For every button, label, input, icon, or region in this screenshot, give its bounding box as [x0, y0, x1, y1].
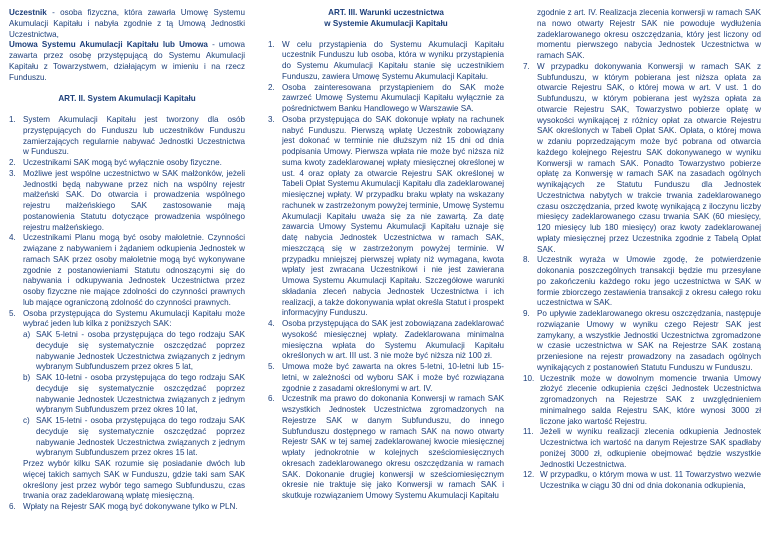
item-number: 2.	[9, 158, 16, 167]
article-ii-list	[9, 115, 245, 513]
list-item	[9, 158, 245, 169]
definition-text: - osoba fizyczna, która zawarła Umowę Systemu Akumulacji Kapitału i nabyła zgodnie z tą Umową Jednostki Uczestnictwa,	[9, 8, 245, 39]
item-number: 6.	[9, 502, 16, 511]
item-text: W przypadku dokonywania Konwersji w ramach SAK z Subfunduszu, w którym pobierana jest niższa opłata za otwarcie Rejestru SAK, o której mowa w art. V ust. 1 do Subfunduszu, w którym pobierana jest wyższa opłata za otwarcie Rejestru SAK, Towarzystwo pobierze opłatę w wysokości wynikającej z różnicy opłat za otwarcie Rejestru SAK określonych w Tabeli Opłat SAK. Opłata, o której mowa w zdaniu poprzedzającym może być pobrana od otwarcia każdego kolejnego Rejestru SAK dokonywanego w wyniku Konwersji w ramach SAK. Ponadto Towarzystwo pobierze opłatę za Konwersję w ramach SAK na zasadach ogólnych wynikających ze Statutu Funduszu dla Jednostek Uczestnictwa nabytych w trakcie trwania zadeklarowanego czasu oszczędzania, przed kwotę wynikającą z iloczynu liczby miesięcy zadeklarowanego czasu trwania SAK (60 miesięcy, 120 miesięcy lub 180 miesięcy) oraz kwoty zadeklarowanej wpłaty miesięcznej przez Uczestnika zgodnie z Tabelą Opłat SAK.	[537, 61, 761, 254]
item-text: Wpłaty na Rejestr SAK mogą być dokonywane tylko w PLN.	[23, 502, 238, 511]
item-text: W celu przystąpienia do Systemu Akumulacji Kapitału uczestnik Funduszu lub osoba, która w wyniku przystąpienia do Systemu Akumulacji Kapitału stanie się uczestnikiem Funduszu, zawiera Umowę Systemu Akumulacji Kapitału.	[282, 39, 504, 81]
item-text: Jeżeli w wyniku realizacji zlecenia odkupienia Jednostek Uczestnictwa ich wartość na danym Rejestrze SAK spadłaby poniżej 3000 zł, odkupienie obejmować będzie wszystkie Jednostki Uczestnictwa.	[540, 427, 761, 469]
list-item	[268, 362, 504, 394]
sub-item-letter: b)	[23, 373, 31, 382]
list-item	[523, 62, 761, 256]
item-number: 1.	[9, 115, 16, 124]
list-item	[9, 233, 245, 308]
article-ii-heading: ART. II. System Akumulacji Kapitału	[58, 94, 196, 104]
list-item	[268, 115, 504, 319]
definition-uczestnik	[9, 8, 245, 40]
item-text: Możliwe jest wspólne uczestnictwo w SAK małżonków, jeżeli Jednostki będą nabywane przez nich na wspólny rejestr małżeński SAK. Do otwarcia i prowadzenia wspólnego rejestru małżeńskiego SAK zastosowanie mają postanowienia Statutu dotyczące prowadzenia wspólnego rejestru małżeńskiego.	[23, 168, 245, 232]
item-text: W przypadku, o którym mowa w ust. 11 Towarzystwo wezwie Uczestnika w ciągu 30 dni od dnia dokonania odkupienia,	[540, 470, 761, 490]
item-number: 12.	[523, 470, 535, 480]
item-text: Uczestnikami Planu mogą być osoby małoletnie. Czynności związane z nabywaniem i żądaniem odkupienia Jednostek w ramach SAK przez osoby małoletnie mogą być wykonywane zgodnie z postanowieniami Statutu odnoszącymi się do nabywania i odkupywania Jednostek Uczestnictwa przez osoby fizyczne nie mające zdolności do czynności prawnych lub mające ograniczoną zdolność do czynności prawnych.	[23, 233, 245, 307]
continued-text: zgodnie z art. IV. Realizacja zlecenia konwersji w ramach SAK na nowo otwarty Rejestr SAK nie powoduje wydłużenia zadeklarowanego okresu oszczędzania, który jest liczony od momentu pierwszego nabycia Jednostek Uczestnictwa w ramach SAK.	[537, 8, 761, 60]
sak-options-list	[23, 330, 245, 459]
item-number: 9.	[523, 309, 530, 318]
column-1	[9, 8, 245, 513]
item-text: Umowa może być zawarta na okres 5-letni, 10-letni lub 15-letni, w zależności od wyboru SAK i może być rozwiązana zgodnie z zasadami określonymi w art. IV.	[282, 362, 504, 393]
list-item	[9, 309, 245, 503]
sub-item-text: SAK 5-letni - osoba przystępująca do tego rodzaju SAK decyduje się systematycznie oszczędzać poprzez nabywanie Jednostek Uczestnictwa związanych z jednym wybranym Subfunduszem przez okres 5 lat,	[36, 330, 245, 372]
article-iii-list	[268, 40, 504, 502]
article-iii-heading-line2: w Systemie Akumulacji Kapitału	[324, 18, 448, 28]
sub-item-letter: a)	[23, 330, 31, 339]
item-number: 5.	[268, 362, 275, 371]
sub-item-text: SAK 10-letni - osoba przystępująca do tego rodzaju SAK decyduje się systematycznie oszczędzać poprzez nabywanie Jednostek Uczestnictwa związanych z jednym wybranym Subfunduszem przez okres 10 lat,	[36, 373, 245, 415]
item-text: Uczestnik ma prawo do dokonania Konwersji w ramach SAK wszystkich Jednostek Uczestnictwa zgromadzonych na Rejestrze SAK w danym Subfunduszu, do innego Subfunduszu dostępnego w ramach SAK na nowo otwarty Rejestr SAK w tej samej zadeklarowanej kwocie miesięcznej wpłaty jednokrotnie w kolejnych sześciomiesięcznych okresach zadeklarowanego okresu oszczędzania w ramach SAK. Dokonanie drugiej konwersji w sześciomiesięcznym okresie nie traktuje się jako Konwersji w ramach SAK i skutkuje rozwiązaniem Umowy Systemu Akumulacji Kapitału	[282, 394, 504, 500]
item-number: 4.	[268, 319, 275, 328]
sub-item-text: SAK 15-letni - osoba przystępująca do tego rodzaju SAK decyduje się systematycznie oszczędzać poprzez nabywanie Jednostek Uczestnictwa związanych z jednym wybranym Subfunduszem przez okres 15 lat.	[36, 416, 245, 458]
definition-umowa	[9, 40, 245, 83]
sub-item-letter: c)	[23, 416, 30, 425]
item-number: 8.	[523, 255, 530, 265]
item-text: Osoba przystępująca do SAK jest zobowiązana zadeklarować wysokość miesięcznej wpłaty. Zadeklarowana minimalna miesięczna wpłata do Systemu Akumulacji Kapitału określonych w art. III ust. 3 nie może być niższa niż 100 zł.	[282, 319, 504, 361]
list-item	[523, 255, 761, 309]
item-text: Uczestnik wyraża w Umowie zgodę, że potwierdzenie dokonania poszczególnych transakcji będzie mu przesyłane po zakończeniu każdego roku jego uczestnictwa w SAK w formie zbiorczego zestawienia transakcji z okresu całego roku uczestnictwa w SAK.	[537, 255, 761, 308]
item-text: Uczestnik może w dowolnym momencie trwania Umowy złożyć zlecenie odkupienia części Jednostek Uczestnictwa zgromadzonych na Rejestrze SAK z uwzględnieniem minimalnego salda Rejestru SAK, które wynosi 3000 zł liczone jako wartość Rejestru.	[540, 373, 761, 426]
list-item	[523, 427, 761, 470]
article-iii-list-continued	[523, 62, 761, 492]
item-number: 4.	[9, 233, 16, 243]
definition-term: Umowa Systemu Akumulacji Kapitału lub Umowa	[9, 40, 208, 50]
item-text: Uczestnikami SAK mogą być wyłącznie osoby fizyczne.	[23, 158, 222, 167]
sak-options-note: Przez wybór kilku SAK rozumie się posiadanie dwóch lub więcej takich samych SAK w Funduszu, gdzie taki sam SAK określony jest przez wybór tego samego Subfunduszu, czas trwania oraz zadeklarowaną wpłatę miesięczną.	[23, 459, 245, 501]
item-number: 1.	[268, 39, 275, 49]
item-number: 11.	[523, 427, 534, 437]
list-item	[268, 83, 504, 115]
list-item	[523, 374, 761, 428]
article-iii-heading-line1: ART. III. Warunki uczestnictwa	[328, 8, 444, 17]
column-3	[523, 8, 761, 492]
definition-text: - umowa zawarta przez osobę przystępującą do Systemu Akumulacji Kapitału z Towarzystwem, działającym w imieniu i na rzecz Funduszu.	[9, 40, 245, 82]
list-item	[268, 319, 504, 362]
item-text: System Akumulacji Kapitału jest tworzony dla osób przystępujących do Funduszu lub uczestników Funduszu zamierzających regularnie nabywać Jednostki Uczestnictwa w Funduszu.	[23, 115, 245, 157]
list-item	[268, 40, 504, 83]
item-text: Osoba zainteresowana przystąpieniem do SAK może zawrzeć Umowę Systemu Akumulacji Kapitału wyłącznie za pośrednictwem Banku Handlowego w Warszawie SA.	[282, 82, 504, 113]
list-item	[523, 470, 761, 492]
item-number: 3.	[268, 114, 275, 124]
sub-list-item	[23, 373, 245, 416]
definition-term: Uczestnik	[9, 8, 47, 17]
item-number: 5.	[9, 308, 16, 318]
item-number: 6.	[268, 394, 275, 404]
list-item	[9, 115, 245, 158]
item-number: 10.	[523, 373, 535, 383]
item-number: 3.	[9, 168, 16, 178]
sub-list-item	[23, 416, 245, 459]
item-text: Osoba przystępująca do Systemu Akumulacji Kapitału może wybrać jeden lub kilka z poniższych SAK:	[23, 308, 245, 329]
column-2	[268, 8, 504, 502]
item-number: 2.	[268, 82, 275, 92]
item-number: 7.	[523, 61, 530, 71]
list-item	[523, 309, 761, 374]
list-item	[9, 169, 245, 234]
list-item	[9, 502, 245, 513]
item-text: Osoba przystępująca do SAK dokonuje wpłaty na rachunek nabyć Funduszu. Pierwszą wpłatę Uczestnik zobowiązany jest dokonać w terminie nie dłuższym niż 15 dni od dnia podpisania Umowy. Pierwsza wpłata nie może być niższa niż suma kwoty zadeklarowanej wpłaty miesięcznej określonej w ust. 4 oraz opłaty za otwarcie Rejestru SAK określonej w Tabeli Opłat Systemu Akumulacji Kapitału dla zadeklarowanej miesięcznej wpłaty. W przypadku braku wpłaty na wskazany rachunek w zastrzeżonym powyżej terminie, Umowę Systemu Akumulacji Kapitału uważa się za nie zawartą. Za datę zawarcia Umowy Systemu Akumulacji Kapitału uznaje się datę nabycia Jednostek Uczestnictwa w ramach SAK, mieszczącą się w zastrzeżonym powyżej terminie. W przypadku mniejszej pierwszej wpłaty niż wymagana, kwota wpłaty jest zwracana Uczestnikowi i nie jest zawierana Umowa Systemu Akumulacji Kapitału. Szczegółowe warunki składania zleceń nabycia Jednostek Uczestnictwa i ich realizacji, a także dokonywania wpłat określa Statut i prospekt informacyjny Funduszu.	[282, 114, 504, 318]
list-item	[268, 394, 504, 502]
sub-list-item	[23, 330, 245, 373]
item-text: Po upływie zadeklarowanego okresu oszczędzania, następuje rozwiązanie Umowy w wyniku czego Rejestr SAK jest zamykany, a wszystkie Jednostki Uczestnictwa zgromadzone w czasie uczestnictwa w SAK na Rejestrze SAK zostaną przeniesione na rejestr prowadzony na zasadach ogólnych wynikających z postanowień Statutu Funduszu w Funduszu.	[537, 309, 761, 372]
